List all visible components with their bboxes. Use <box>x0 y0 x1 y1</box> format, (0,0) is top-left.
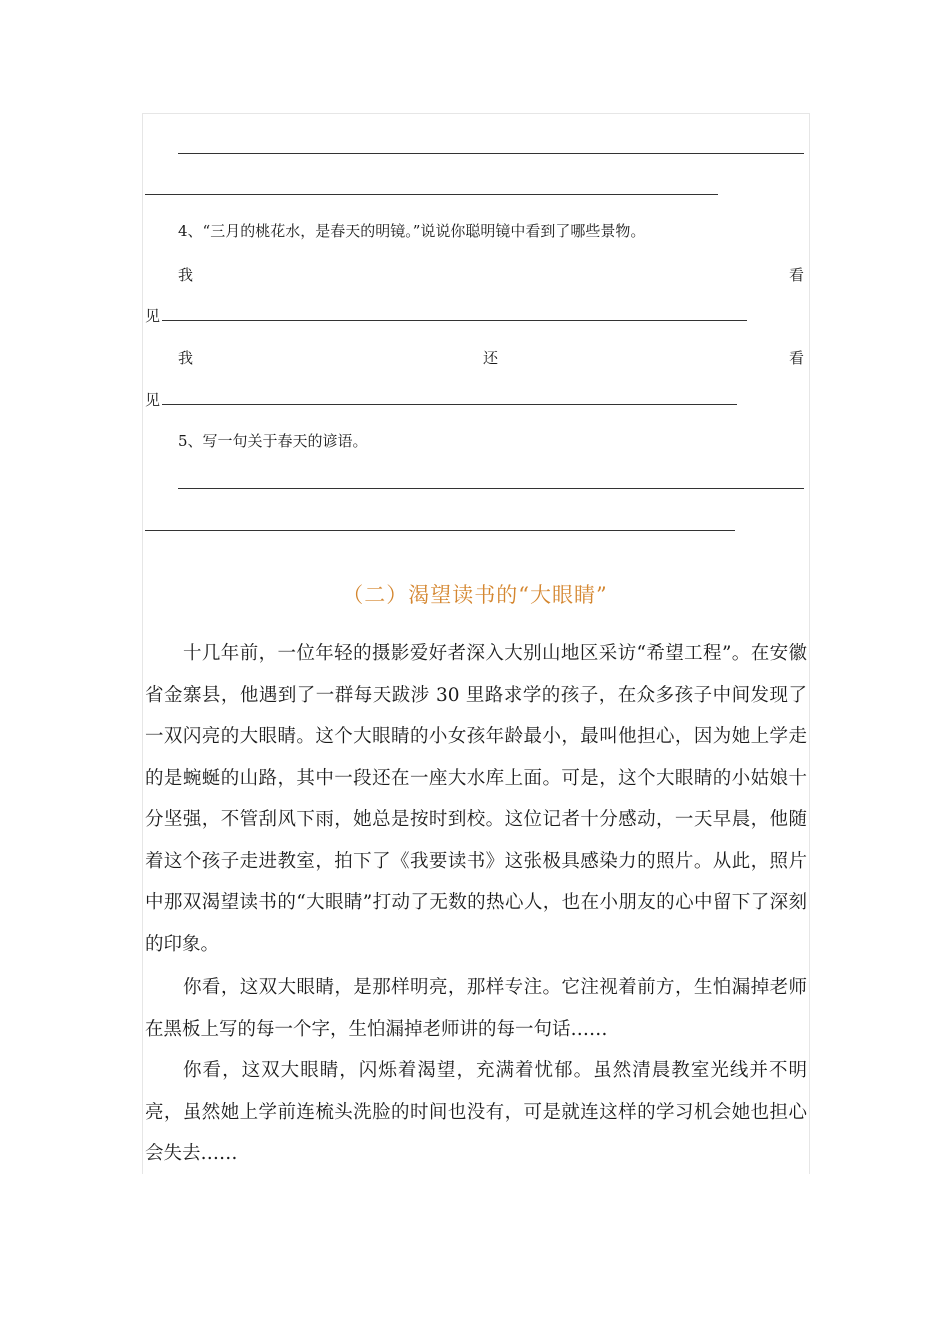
passage-paragraph-3: 你看，这双大眼睛，闪烁着渴望，充满着忧郁。虽然清晨教室光线并不明亮，虽然她上学前连梳头洗脸的时间也没有，可是就连这样的学习机会她也担心会失去…… <box>145 1060 807 1164</box>
answer-line-q4-row2[interactable] <box>162 404 737 405</box>
answer-line-q5[interactable] <box>178 488 804 489</box>
passage-paragraph-1: 十几年前，一位年轻的摄影爱好者深入大别山地区采访“希望工程”。在安徽省金寨县，他遇到了一群每天跋涉 30 里路求学的孩子，在众多孩子中间发现了一双闪亮的大眼睛。这个大眼睛的小女孩年龄最小，最叫他担心，因为她上学走的是蜿蜒的山路，其中一段还在一座大水库上面。可是，这个大眼睛的小姑娘十分坚强，不管刮风下雨，她总是按时到校。这位记者十分感动，一天早晨，他随着这个孩子走进教室，拍下了《我要读书》这张极具感染力的照片。从此，照片中那双渴望读书的“大眼睛”打动了无数的热心人，也在小朋友的心中留下了深刻的印象。 <box>145 643 807 955</box>
answer-line-q4-row1[interactable] <box>162 320 747 321</box>
q4-row2-left: 我 <box>178 349 194 367</box>
q4-row1-wrap: 见 <box>145 307 161 325</box>
question-4-prompt: 4、“三月的桃花水，是春天的明镜。”说说你聪明镜中看到了哪些景物。 <box>178 222 646 240</box>
question-5-prompt: 5、写一句关于春天的谚语。 <box>178 432 368 450</box>
q4-row1-left: 我 <box>178 266 194 284</box>
q4-row2-wrap: 见 <box>145 391 161 409</box>
answer-line-q5[interactable] <box>145 530 735 531</box>
answer-line[interactable] <box>178 153 804 154</box>
passage-paragraph-2: 你看，这双大眼睛，是那样明亮，那样专注。它注视着前方，生怕漏掉老师在黑板上写的每一个字，生怕漏掉老师讲的每一句话…… <box>145 977 807 1040</box>
answer-line[interactable] <box>145 194 718 195</box>
q4-row2-middle: 还 <box>483 349 499 367</box>
section-title: （二）渴望读书的“大眼睛” <box>342 583 608 607</box>
q4-row1-right: 看 <box>789 266 805 284</box>
q4-row2-right: 看 <box>789 349 805 367</box>
